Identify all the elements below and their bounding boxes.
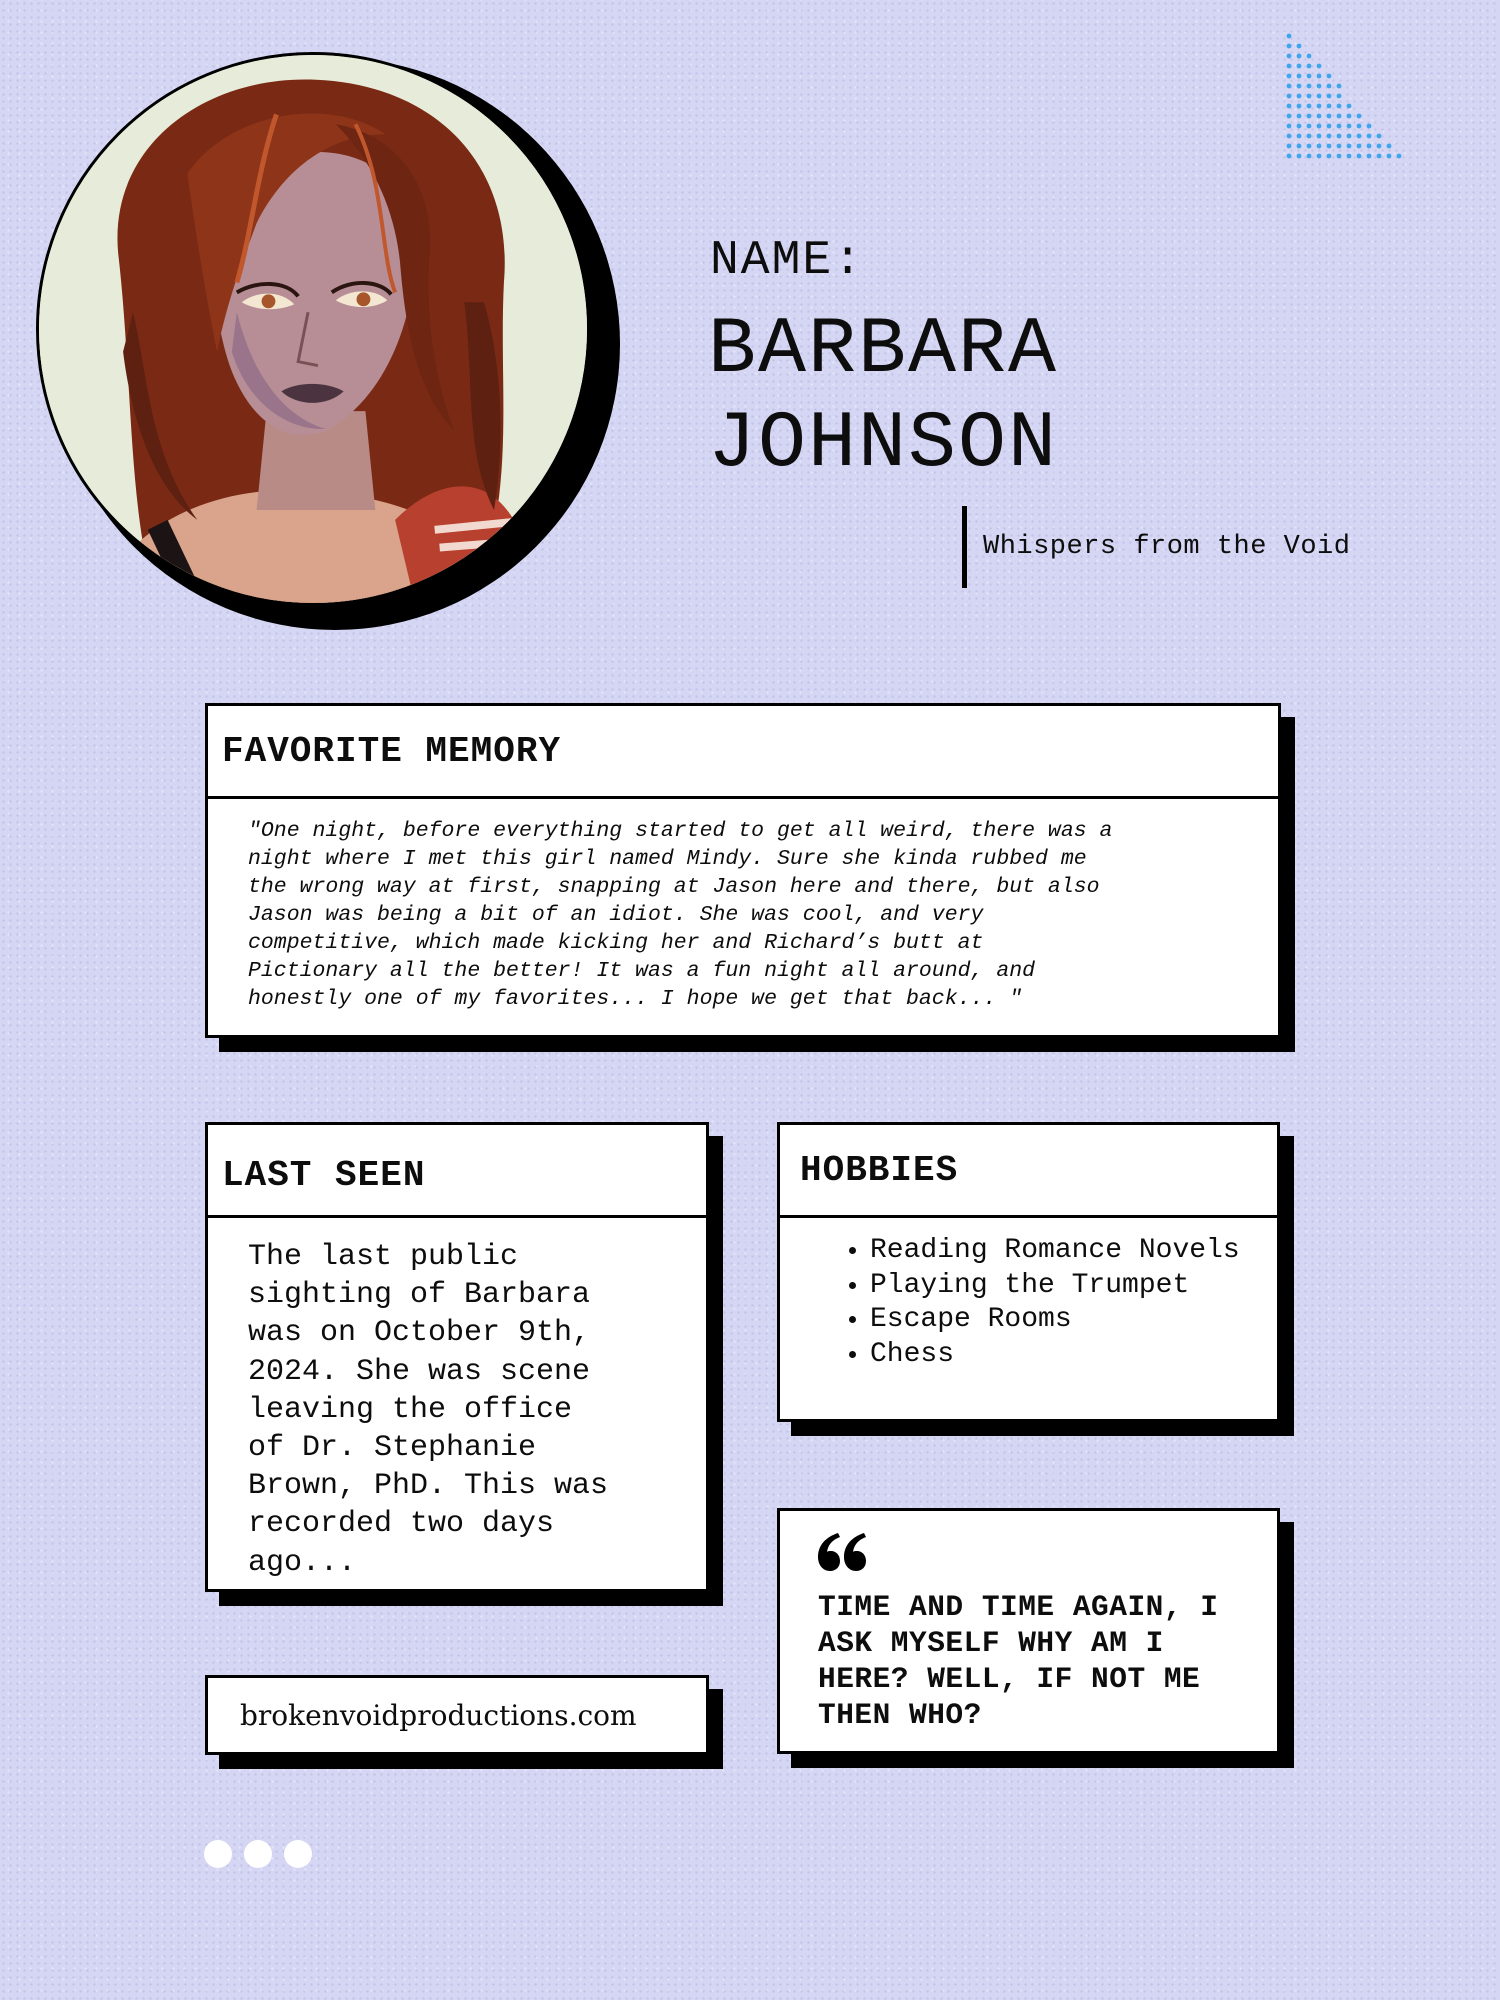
decoration-dot <box>1287 104 1292 109</box>
decoration-dot <box>1317 124 1322 129</box>
favorite-memory-card <box>205 703 1281 1038</box>
decoration-dot <box>1297 84 1302 89</box>
decoration-dot <box>1317 154 1322 159</box>
decoration-dot <box>1357 154 1362 159</box>
decoration-dot <box>1327 74 1332 79</box>
decoration-dot <box>1397 154 1402 159</box>
decoration-dot <box>1307 84 1312 89</box>
decoration-dot <box>1307 124 1312 129</box>
dot <box>244 1840 272 1868</box>
character-portrait <box>36 52 590 606</box>
decoration-dot <box>1297 104 1302 109</box>
favorite-memory-title: FAVORITE MEMORY <box>208 706 1278 799</box>
hobbies-card <box>777 1122 1280 1422</box>
quote-body <box>780 1511 1277 1733</box>
decoration-dot <box>1287 84 1292 89</box>
decoration-dot <box>1367 154 1372 159</box>
portrait-illustration <box>39 55 587 603</box>
character-name <box>708 304 1058 492</box>
last-seen-title: LAST SEEN <box>208 1125 706 1218</box>
decoration-dot <box>1317 104 1322 109</box>
decoration-dot <box>1327 124 1332 129</box>
decoration-dot <box>1287 54 1292 59</box>
decoration-dot <box>1327 84 1332 89</box>
decoration-dot <box>1377 144 1382 149</box>
decoration-dot <box>1357 124 1362 129</box>
decoration-dot <box>1337 114 1342 119</box>
decoration-dot <box>1297 54 1302 59</box>
decoration-dot <box>1297 114 1302 119</box>
website-link[interactable]: brokenvoidproductions.com <box>240 1698 637 1732</box>
last-seen-text: The last public sighting of Barbara was on October 9th, 2024. She was scene leaving the office of Dr. Stephanie Brown, PhD. This was recorded two days ago... <box>248 1240 609 1580</box>
decoration-dot <box>1387 154 1392 159</box>
decoration-dot <box>1297 144 1302 149</box>
decoration-dot <box>1307 104 1312 109</box>
decoration-dot <box>1327 114 1332 119</box>
decoration-dot <box>1287 154 1292 159</box>
decoration-dot <box>1317 144 1322 149</box>
decoration-dot <box>1287 64 1292 69</box>
decoration-dot <box>1307 134 1312 139</box>
decoration-dot <box>1347 154 1352 159</box>
decoration-dot <box>1287 34 1292 39</box>
decoration-dot <box>1347 104 1352 109</box>
list-item: • Reading Romance Novels <box>870 1234 1267 1269</box>
hobbies-list-wrap <box>780 1218 1277 1372</box>
decoration-dot <box>1297 134 1302 139</box>
decoration-dot <box>1357 134 1362 139</box>
subtitle: Whispers from the Void <box>983 532 1351 562</box>
decoration-dot <box>1307 54 1312 59</box>
website-card <box>205 1675 709 1755</box>
decoration-dot <box>1367 124 1372 129</box>
decoration-dot <box>1297 44 1302 49</box>
decoration-dot <box>1327 94 1332 99</box>
quote-text: TIME AND TIME AGAIN, I ASK MYSELF WHY AM I HERE? WELL, IF NOT ME THEN WHO? <box>818 1590 1219 1732</box>
decoration-dot <box>1287 114 1292 119</box>
dot-triangle-decoration <box>1285 32 1425 172</box>
hobbies-title: HOBBIES <box>780 1125 1277 1218</box>
decoration-dot <box>1287 144 1292 149</box>
dot <box>284 1840 312 1868</box>
decoration-dot <box>1317 84 1322 89</box>
decoration-dot <box>1337 84 1342 89</box>
decoration-dot <box>1337 94 1342 99</box>
decoration-dot <box>1307 144 1312 149</box>
decoration-dot <box>1357 114 1362 119</box>
decoration-dot <box>1317 94 1322 99</box>
decoration-dot <box>1327 154 1332 159</box>
hobbies-list <box>780 1234 1267 1372</box>
decoration-dot <box>1307 74 1312 79</box>
decoration-dot <box>1287 44 1292 49</box>
decoration-dot <box>1317 134 1322 139</box>
decoration-dot <box>1377 134 1382 139</box>
decoration-dot <box>1337 154 1342 159</box>
decoration-dot <box>1307 114 1312 119</box>
subtitle-block <box>962 506 1350 588</box>
decoration-dot <box>1337 104 1342 109</box>
decoration-dot <box>1327 144 1332 149</box>
decoration-dot <box>1327 104 1332 109</box>
decoration-dot <box>1317 64 1322 69</box>
character-name-line-1: BARBARA <box>708 305 1059 396</box>
character-name-line-2: JOHNSON <box>708 399 1059 490</box>
decoration-dot <box>1337 144 1342 149</box>
dot <box>204 1840 232 1868</box>
decoration-dot <box>1307 154 1312 159</box>
decoration-dot <box>1387 144 1392 149</box>
decoration-dot <box>1347 124 1352 129</box>
decoration-dot <box>1317 74 1322 79</box>
decoration-dot <box>1287 124 1292 129</box>
decoration-dot <box>1307 94 1312 99</box>
decoration-dot <box>1317 114 1322 119</box>
decoration-dot <box>1287 134 1292 139</box>
decoration-dot <box>1297 124 1302 129</box>
decoration-dot <box>1367 144 1372 149</box>
decoration-dot <box>1347 144 1352 149</box>
decoration-dot <box>1297 64 1302 69</box>
decoration-dot <box>1307 64 1312 69</box>
decoration-dot <box>1327 134 1332 139</box>
list-item: • Escape Rooms <box>870 1303 1267 1338</box>
decoration-dot <box>1297 154 1302 159</box>
name-label: NAME: <box>710 234 865 288</box>
decoration-dot <box>1377 154 1382 159</box>
last-seen-card <box>205 1122 709 1592</box>
decoration-dot <box>1347 134 1352 139</box>
favorite-memory-text: "One night, before everything started to get all weird, there was a night where I met this girl named Mindy. Sure she kinda rubbed me the wrong way at first, snapping at Jason here and there, but also Jason was being a bit of an idiot. She was cool, and very competitive, which made kicking her and Richard’s butt at Pictionary all the better! It was a fun night all around, and honestly one of my favorites... I hope we get that back... " <box>248 819 1113 1011</box>
decoration-dot <box>1287 94 1292 99</box>
pagination-dots <box>204 1840 312 1868</box>
list-item: • Chess <box>870 1338 1267 1373</box>
decoration-dot <box>1297 94 1302 99</box>
quote-card <box>777 1508 1280 1754</box>
decoration-dot <box>1287 74 1292 79</box>
decoration-dot <box>1357 144 1362 149</box>
quote-icon <box>818 1533 866 1571</box>
list-item: • Playing the Trumpet <box>870 1269 1267 1304</box>
decoration-dot <box>1297 74 1302 79</box>
decoration-dot <box>1337 124 1342 129</box>
decoration-dot <box>1347 114 1352 119</box>
decoration-dot <box>1367 134 1372 139</box>
decoration-dot <box>1337 134 1342 139</box>
